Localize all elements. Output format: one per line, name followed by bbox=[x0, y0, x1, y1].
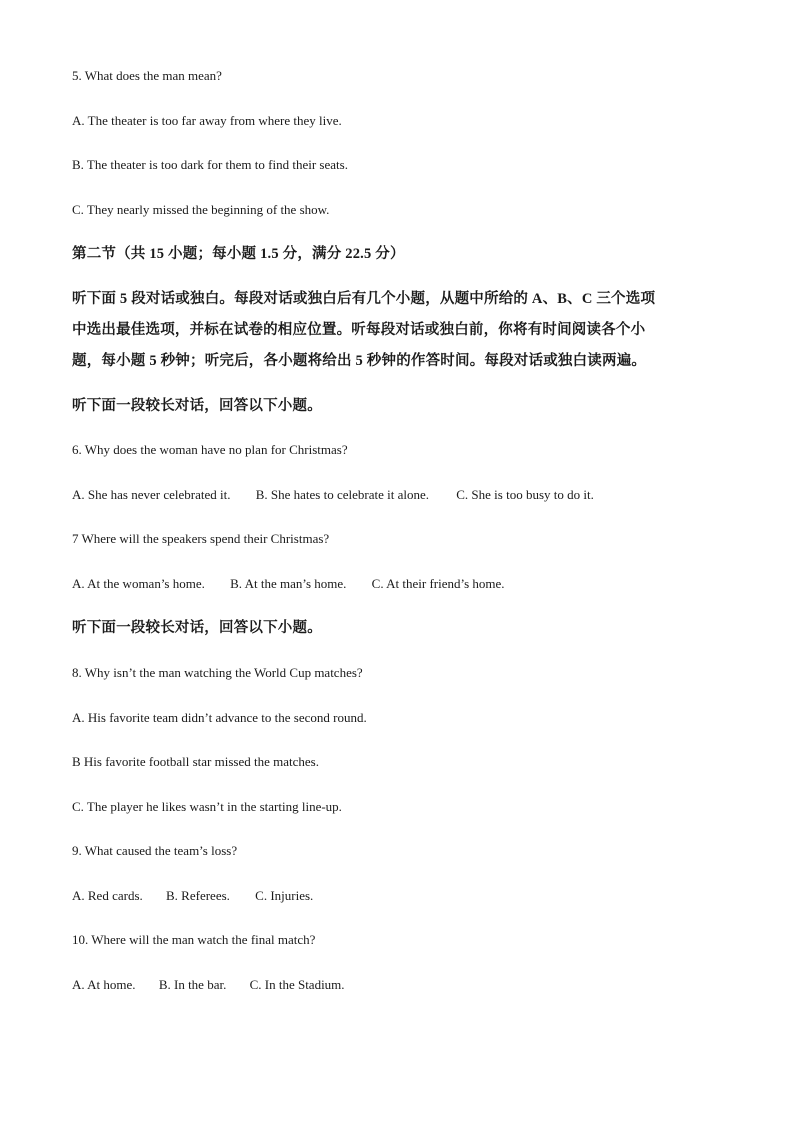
q10-options bbox=[72, 977, 345, 993]
section-2-instructions-line-1: 听下面 5 段对话或独白。每段对话或独白后有几个小题，从题中所给的 A、B、C 三个选项 bbox=[72, 291, 656, 307]
q9-option-c: C. Injuries. bbox=[255, 888, 314, 903]
q8-option-c: C. The player he likes wasn’t in the starting line-up. bbox=[72, 799, 342, 814]
q8-option-a: A. His favorite team didn’t advance to the second round. bbox=[72, 710, 367, 725]
q7-option-c: C. At their friend’s home. bbox=[371, 576, 505, 591]
q5-option-b: B. The theater is too dark for them to find their seats. bbox=[72, 157, 348, 172]
question-8: 8. Why isn’t the man watching the World Cup matches? bbox=[72, 665, 363, 680]
question-6: 6. Why does the woman have no plan for Christmas? bbox=[72, 442, 348, 457]
question-9: 9. What caused the team’s loss? bbox=[72, 843, 238, 858]
q9-option-b: B. Referees. bbox=[166, 888, 230, 903]
q6-option-b: B. She hates to celebrate it alone. bbox=[255, 487, 429, 502]
q10-option-b: B. In the bar. bbox=[158, 977, 227, 992]
q6-options bbox=[72, 487, 594, 503]
question-10: 10. Where will the man watch the final match? bbox=[72, 932, 316, 947]
q7-option-a: A. At the woman’s home. bbox=[72, 576, 205, 591]
question-5: 5. What does the man mean? bbox=[72, 68, 222, 83]
q10-option-c: C. In the Stadium. bbox=[249, 977, 345, 992]
dialog-1-heading: 听下面一段较长对话，回答以下小题。 bbox=[72, 398, 322, 414]
section-2-instructions-line-3: 题，每小题 5 秒钟；听完后，各小题将给出 5 秒钟的作答时间。每段对话或独白读两遍。 bbox=[72, 353, 647, 369]
q10-option-a: A. At home. bbox=[72, 977, 136, 992]
question-7: 7 Where will the speakers spend their Christmas? bbox=[72, 531, 330, 546]
q7-options bbox=[72, 576, 505, 592]
q5-option-c: C. They nearly missed the beginning of the show. bbox=[72, 202, 330, 217]
q7-option-b: B. At the man’s home. bbox=[230, 576, 347, 591]
q9-option-a: A. Red cards. bbox=[72, 888, 143, 903]
q6-option-c: C. She is too busy to do it. bbox=[456, 487, 594, 502]
q6-option-a: A. She has never celebrated it. bbox=[72, 487, 231, 502]
q8-option-b: B His favorite football star missed the matches. bbox=[72, 754, 319, 769]
section-2-instructions-line-2: 中选出最佳选项，并标在试卷的相应位置。听每段对话或独白前，你将有时间阅读各个小 bbox=[72, 322, 646, 338]
q9-options bbox=[72, 888, 313, 904]
section-2-heading: 第二节（共 15 小题；每小题 1.5 分，满分 22.5 分） bbox=[72, 246, 405, 262]
dialog-2-heading: 听下面一段较长对话，回答以下小题。 bbox=[72, 620, 322, 636]
q5-option-a: A. The theater is too far away from where they live. bbox=[72, 113, 342, 128]
